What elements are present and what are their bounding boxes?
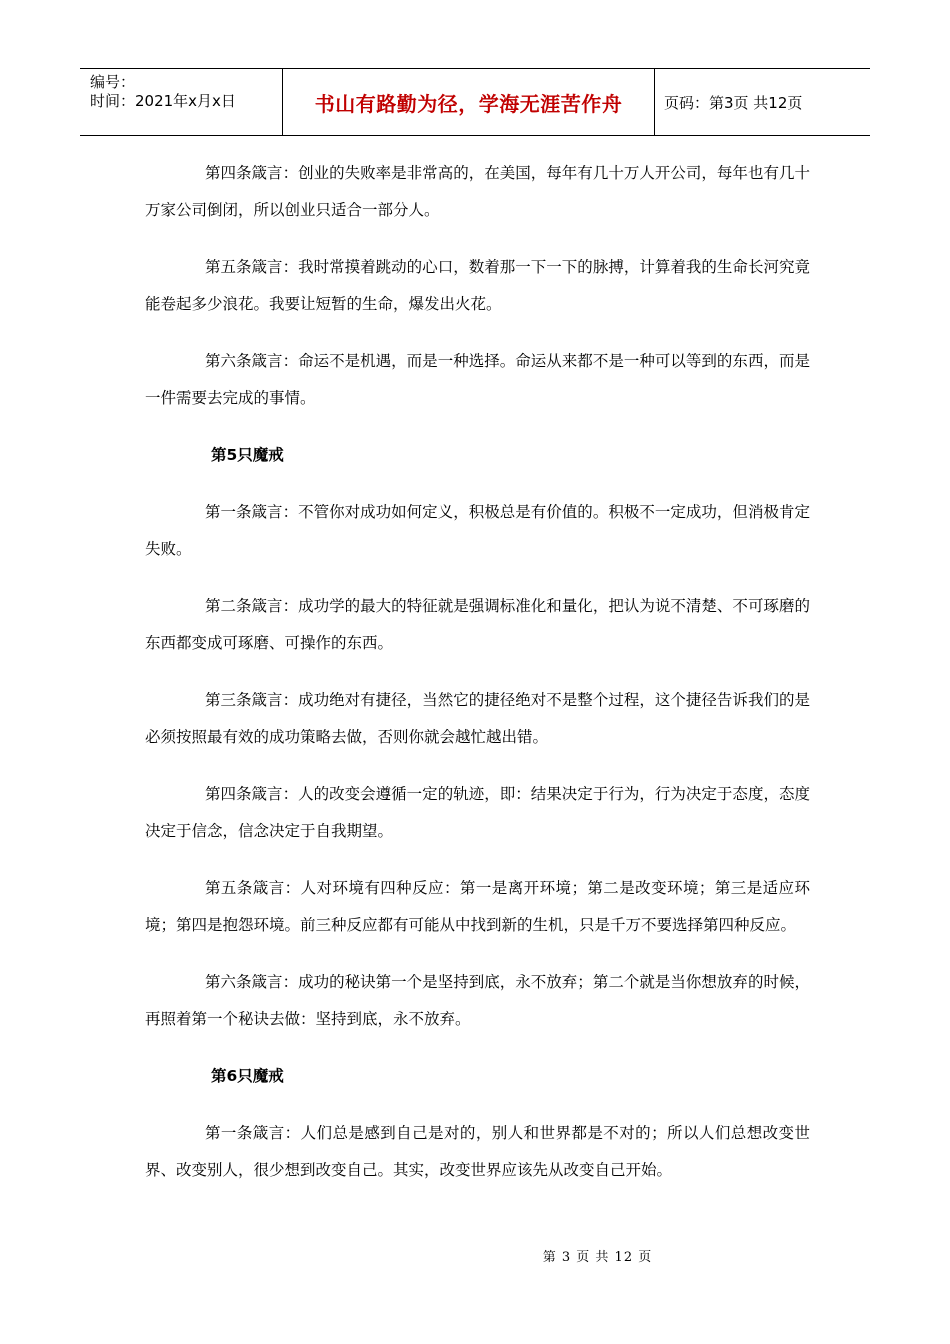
header-meta <box>80 69 283 135</box>
paragraph: 第六条箴言：成功的秘诀第一个是坚持到底，永不放弃；第二个就是当你想放弃的时候，再照着第一个秘诀去做：坚持到底，永不放弃。 <box>145 973 810 1028</box>
paragraph: 第一条箴言：不管你对成功如何定义，积极总是有价值的。积极不一定成功，但消极肯定失败。 <box>145 503 810 558</box>
paragraph: 第二条箴言：成功学的最大的特征就是强调标准化和量化，把认为说不清楚、不可琢磨的东西都变成可琢磨、可操作的东西。 <box>145 597 810 652</box>
section-heading: 第5只魔戒 <box>211 446 284 464</box>
paragraph: 第六条箴言：命运不是机遇，而是一种选择。命运从来都不是一种可以等到的东西，而是一件需要去完成的事情。 <box>145 352 810 407</box>
page-footer: 第 3 页 共 12 页 <box>542 1250 653 1265</box>
document-number-label: 编号： <box>90 73 136 91</box>
paragraph: 第四条箴言：创业的失败率是非常高的，在美国，每年有几十万人开公司，每年也有几十万家公司倒闭，所以创业只适合一部分人。 <box>145 164 810 219</box>
paragraph: 第五条箴言：人对环境有四种反应：第一是离开环境；第二是改变环境；第三是适应环境；第四是抱怨环境。前三种反应都有可能从中找到新的生机，只是千万不要选择第四种反应。 <box>145 879 810 934</box>
section-heading: 第6只魔戒 <box>211 1067 284 1085</box>
paragraph: 第四条箴言：人的改变会遵循一定的轨迹，即：结果决定于行为，行为决定于态度，态度决定于信念，信念决定于自我期望。 <box>145 785 810 840</box>
paragraph: 第一条箴言：人们总是感到自己是对的，别人和世界都是不对的；所以人们总想改变世界、改变别人，很少想到改变自己。其实，改变世界应该先从改变自己开始。 <box>145 1124 810 1179</box>
paragraph: 第五条箴言：我时常摸着跳动的心口，数着那一下一下的脉搏，计算着我的生命长河究竟能卷起多少浪花。我要让短暂的生命，爆发出火花。 <box>145 258 810 313</box>
document-date-label: 时间：2021年x月x日 <box>90 92 236 110</box>
paragraph: 第三条箴言：成功绝对有捷径，当然它的捷径绝对不是整个过程，这个捷径告诉我们的是必须按照最有效的成功策略去做，否则你就会越忙越出错。 <box>145 691 810 746</box>
header-page-info: 页码：第3页 共12页 <box>664 93 803 112</box>
document-body <box>145 155 810 1209</box>
page-header <box>80 68 870 136</box>
header-motto: 书山有路勤为径，学海无涯苦作舟 <box>283 69 655 135</box>
